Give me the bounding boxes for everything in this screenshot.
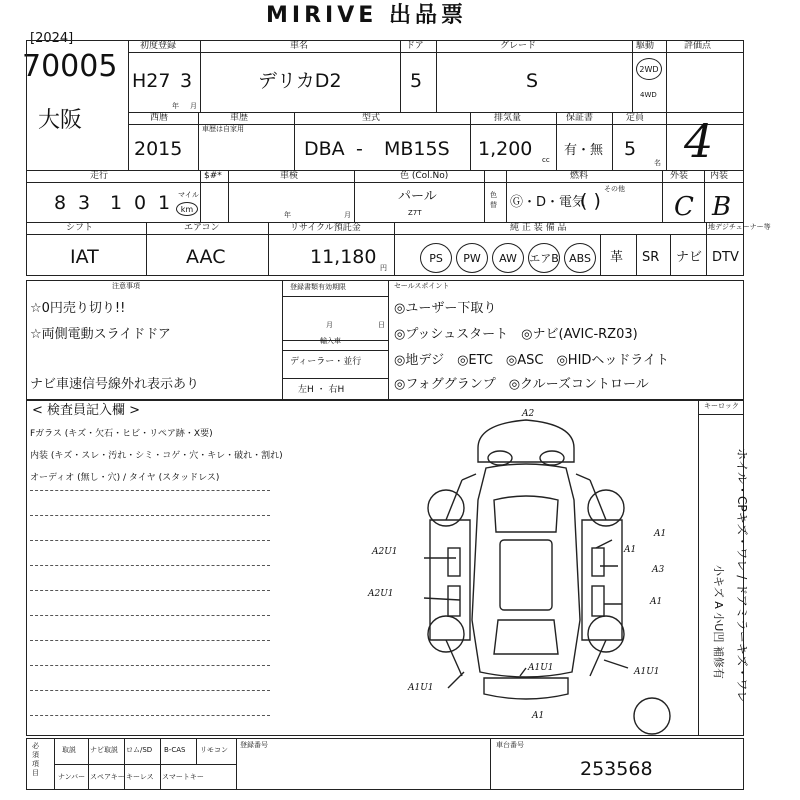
color-change-label: 色替: [490, 191, 497, 209]
grade-label: グレード: [500, 41, 537, 51]
mileage-label: 走行: [90, 171, 109, 181]
interior-grade: B: [712, 192, 732, 222]
color: パール: [398, 189, 437, 204]
lot-number: 70005: [22, 49, 118, 84]
fuel: Ⓖ・D・電気: [510, 195, 586, 210]
notes-label: 注意事項: [112, 282, 140, 290]
footer-item: ナビ取説: [90, 746, 118, 754]
drive-2wd-circled: 2WD: [636, 58, 662, 80]
inspector-line: Fガラス (キズ・欠石・ヒビ・リペア跡・X要): [30, 429, 213, 439]
ac: AAC: [186, 246, 226, 268]
damage-legend: ホイル・CPキズ・ワレ / ドアミラーキズ・ワレ: [735, 448, 749, 703]
inspector-line: 内装 (キズ・スレ・汚れ・シミ・コゲ・穴・キレ・破れ・割れ): [30, 451, 283, 461]
footer-item: B-CAS: [164, 746, 186, 754]
damage-mark: A1: [532, 711, 545, 721]
doors-label: ドア: [406, 41, 424, 51]
recycle-fee: 11,180: [310, 246, 377, 268]
key-lock-label: キーロック: [704, 402, 739, 410]
reg-day: 日: [378, 321, 385, 329]
mileage-digit: 8: [54, 192, 67, 214]
type-prefix: DBA: [304, 138, 345, 160]
equip-leather: 革: [610, 250, 624, 265]
first-reg-month: 3: [180, 70, 193, 92]
recycle-label: リサイクル預託金: [290, 223, 361, 233]
equip-airbag: エアB: [528, 243, 560, 273]
tuner-label: 地デジチューナー等: [708, 223, 771, 231]
score-label: 評価点: [684, 41, 712, 51]
damage-mark: A2: [522, 409, 535, 419]
mileage-digit: 0: [134, 192, 147, 214]
equip-pw: PW: [456, 243, 488, 273]
type-code: MB15S: [384, 138, 450, 160]
sales-line: ◎プッシュスタート ◎ナビ(AVIC-RZ03): [394, 327, 638, 342]
month-unit: 月: [190, 102, 197, 110]
footer-item: ナンバー: [58, 773, 86, 781]
sales-line: ◎フォググランプ ◎クルーズコントロール: [394, 377, 649, 392]
grade: S: [526, 70, 539, 92]
equip-dtv: DTV: [712, 250, 739, 265]
footer-item: 取説: [62, 746, 76, 754]
interior-label: 内装: [710, 171, 729, 181]
equip-ps: PS: [420, 243, 452, 273]
damage-mark: A1: [650, 597, 663, 607]
warranty: 有・無: [564, 143, 604, 158]
fuel-other-paren: ( ): [580, 190, 601, 212]
reg-expiry-label: 登録書類有効期限: [290, 283, 346, 291]
mileage-unit-km-circled: km: [176, 202, 198, 216]
capacity-label: 定員: [626, 113, 645, 123]
inspector-label: < 検査員記入欄 >: [32, 403, 141, 418]
vehicle-history-note: 車歴は自家用: [202, 125, 244, 133]
shift: IAT: [70, 246, 99, 268]
damage-legend-sub: 小キズ A 小U凹 補修有: [712, 565, 725, 679]
doors: 5: [410, 70, 423, 92]
damage-mark: A2U1: [368, 589, 394, 599]
inspector-line: オーディオ (無し・穴) / タイヤ (スタッドレス): [30, 473, 220, 483]
footer-item: ロム/SD: [126, 746, 153, 754]
drive-4wd: 4WD: [640, 91, 657, 99]
note-line: ☆0円売り切り!!: [30, 301, 126, 316]
ac-label: エアコン: [184, 223, 220, 233]
drive-label: 駆動: [636, 41, 655, 51]
damage-mark: A1: [624, 545, 637, 555]
import-value: ディーラー・並行: [290, 357, 362, 367]
sales-label: セールスポイント: [394, 282, 450, 290]
exterior-grade: C: [674, 192, 694, 222]
inspection-month-unit: 月: [344, 211, 351, 219]
equip-sunroof: SR: [642, 250, 660, 265]
footer-item: スマートキー: [162, 773, 204, 781]
displacement: 1,200: [478, 138, 533, 160]
sharp-label: $#*: [204, 171, 222, 181]
year-label: 西暦: [150, 113, 169, 123]
displacement-unit: cc: [542, 156, 550, 164]
color-code: Z7T: [408, 209, 422, 217]
note-line: ☆両側電動スライドドア: [30, 327, 171, 342]
mileage-digit: 1: [110, 192, 123, 214]
note-line: ナビ車速信号線外れ表示あり: [30, 377, 200, 392]
capacity: 5: [624, 138, 637, 160]
damage-mark: A3: [652, 565, 665, 575]
shift-label: シフト: [66, 223, 94, 233]
vehicle-history-label: 車歴: [230, 113, 249, 123]
mileage-digit: 3: [78, 192, 91, 214]
footer-item: リモコン: [200, 746, 228, 754]
score-handwritten: 4: [684, 114, 714, 168]
reg-month: 月: [326, 321, 333, 329]
model-name: デリカD2: [258, 70, 342, 92]
required-items-label: 必須項目: [32, 742, 39, 777]
damage-mark: A2U1: [372, 547, 398, 557]
handle-value: 左H ・ 右H: [298, 385, 345, 395]
manufacture-year: 2015: [134, 138, 183, 160]
year-unit: 年: [172, 102, 179, 110]
model-name-label: 車名: [290, 41, 309, 51]
color-label: 色 (Col.No): [400, 171, 449, 181]
sales-line: ◎ユーザー下取り: [394, 301, 497, 316]
footer-item: スペアキー: [90, 773, 125, 781]
warranty-label: 保証書: [566, 113, 594, 123]
capacity-unit: 名: [654, 159, 661, 167]
reg-number-label: 登録番号: [240, 741, 268, 749]
type-separator: -: [356, 138, 363, 160]
equip-navi: ナビ: [676, 250, 703, 265]
mileage-digit: 1: [158, 192, 171, 214]
footer-item: キーレス: [126, 773, 154, 781]
first-reg-label: 初度登録: [140, 41, 177, 51]
equipment-label: 純 正 装 備 品: [510, 223, 567, 233]
inspection-year-unit: 年: [284, 211, 291, 219]
year-tag: [2024]: [30, 31, 74, 46]
equip-abs: ABS: [564, 243, 596, 273]
damage-mark: A1U1: [634, 667, 660, 677]
type-label: 型式: [362, 113, 381, 123]
inspection-label: 車検: [280, 171, 299, 181]
mileage-unit-miles: マイル: [178, 191, 199, 199]
fuel-other-label: その他: [604, 185, 625, 193]
chassis-number: 253568: [580, 758, 653, 780]
import-label: 輸入車: [320, 337, 341, 345]
first-reg-era: H27: [132, 70, 171, 92]
exterior-label: 外装: [670, 171, 689, 181]
form-title-suffix: 出品票: [388, 3, 467, 28]
fuel-label: 燃料: [570, 171, 589, 181]
sales-line: ◎地デジ ◎ETC ◎ASC ◎HIDヘッドライト: [394, 353, 670, 368]
damage-mark: A1U1: [408, 683, 434, 693]
displacement-label: 排気量: [494, 113, 522, 123]
damage-mark: A1: [654, 529, 667, 539]
equip-aw: AW: [492, 243, 524, 273]
venue: 大阪: [38, 108, 83, 133]
brand-name: MIRIVE: [266, 3, 378, 28]
damage-mark: A1U1: [528, 663, 554, 673]
chassis-label: 車台番号: [496, 741, 524, 749]
recycle-unit: 円: [380, 264, 387, 272]
